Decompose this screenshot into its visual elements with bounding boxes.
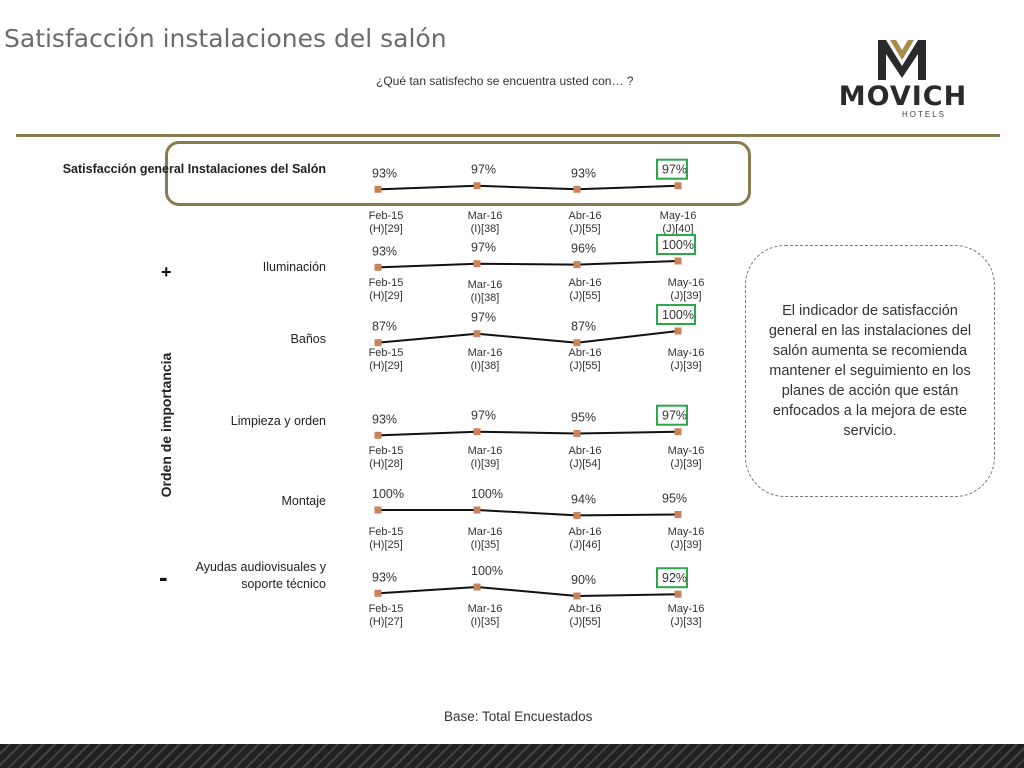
category-tick-label: Mar-16 [467,279,503,291]
data-point [474,507,481,514]
category-tick-label: (J)[46] [569,539,601,551]
data-point [574,593,581,600]
row-label: Baños [290,332,326,346]
series-line [378,261,678,267]
data-label: 92% [662,571,688,586]
data-point [574,261,581,268]
category-tick-label: (J)[40] [662,223,694,235]
data-label: 97% [471,310,497,325]
data-label: 95% [662,491,688,506]
data-label: 100% [662,238,694,252]
category-tick-label: (J)[39] [670,458,702,470]
category-tick-label: May-16 [667,603,705,615]
base-note: Base: Total Encuestados [444,709,593,724]
data-label: 93% [372,570,398,585]
logo-subtitle: HOTELS [901,110,946,119]
data-label: 93% [372,412,398,427]
data-point [375,186,382,193]
data-point [574,339,581,346]
category-tick-label: (J)[39] [670,290,702,302]
data-label: 93% [372,166,398,181]
category-tick-label: (I)[38] [470,223,500,235]
data-point [474,260,481,267]
data-label: 87% [372,319,398,334]
insight-note-text: El indicador de satisfacción general en las instalaciones del salón aumenta se recomienda mantener el seguimiento en los planes de acción que están enfocados a la mejora de este servicio. [768,303,972,439]
data-point [375,339,382,346]
logo-name: MOVICH [838,81,968,112]
category-tick-label: Feb-15 [368,277,404,289]
data-label: 100% [471,564,503,578]
data-label: 93% [571,166,597,181]
row-label: Ayudas audiovisuales y soporte técnico [195,560,326,591]
data-label: 87% [571,319,597,334]
data-point [675,328,682,335]
category-tick-label: (I)[35] [470,616,500,628]
data-label: 95% [571,410,597,425]
category-tick-label: (H)[29] [369,290,403,302]
data-point [474,330,481,337]
category-tick-label: Mar-16 [467,347,503,359]
data-point [574,430,581,437]
data-label: 97% [471,162,497,177]
series-line [378,587,678,596]
row-label: Limpieza y orden [230,414,326,428]
row-label: Iluminación [262,260,326,274]
category-tick-label: (J)[55] [569,290,601,302]
category-tick-label: (H)[28] [369,458,403,470]
data-point [675,591,682,598]
category-tick-label: (J)[33] [670,616,702,628]
category-tick-label: (H)[29] [369,223,403,235]
category-tick-label: (J)[55] [569,616,601,628]
data-label: 97% [471,240,497,255]
insight-note-box [745,245,995,497]
category-tick-label: Feb-15 [368,603,404,615]
category-tick-label: Abr-16 [568,347,602,359]
category-tick-label: (H)[29] [369,360,403,372]
category-tick-label: Mar-16 [467,445,503,457]
data-point [675,511,682,518]
data-label: 100% [372,487,404,501]
row-label: Montaje [281,494,326,508]
data-label: 100% [662,308,694,322]
category-tick-label: (I)[38] [470,360,500,372]
category-tick-label: Abr-16 [568,445,602,457]
category-tick-label: Abr-16 [568,526,602,538]
category-tick-label: Abr-16 [568,210,602,222]
data-point [375,432,382,439]
category-tick-label: Feb-15 [368,526,404,538]
data-label: 93% [372,244,398,259]
data-label: 94% [571,492,597,507]
data-point [675,428,682,435]
data-point [375,264,382,271]
footer-pattern-band [0,744,1024,768]
category-tick-label: May-16 [667,526,705,538]
page-subtitle: ¿Qué tan satisfecho se encuentra usted con… ? [376,74,634,88]
category-tick-label: (I)[35] [470,539,500,551]
series-line [378,432,678,436]
data-point [375,507,382,514]
category-tick-label: Mar-16 [467,210,503,222]
category-tick-label: Feb-15 [368,347,404,359]
data-point [675,258,682,265]
category-tick-label: Abr-16 [568,277,602,289]
category-tick-label: (J)[55] [569,360,601,372]
data-point [574,512,581,519]
category-tick-label: May-16 [659,210,697,222]
category-tick-label: Feb-15 [368,445,404,457]
importance-axis-label: Orden de importancia [158,352,174,498]
category-tick-label: Mar-16 [467,603,503,615]
data-point [574,186,581,193]
data-point [375,590,382,597]
page-title: Satisfacción instalaciones del salón [4,24,447,53]
category-tick-label: May-16 [667,277,705,289]
data-point [474,584,481,591]
series-line [378,186,678,190]
category-tick-label: May-16 [667,445,705,457]
data-point [675,182,682,189]
category-tick-label: (J)[54] [569,458,601,470]
importance-plus-sign: + [161,262,172,282]
data-label: 100% [471,487,503,501]
category-tick-label: Mar-16 [467,526,503,538]
category-tick-label: May-16 [667,347,705,359]
category-tick-label: (I)[39] [470,458,500,470]
series-line [378,510,678,515]
data-label: 97% [662,408,688,423]
importance-minus-sign: - [159,562,168,592]
data-point [474,428,481,435]
category-tick-label: (I)[38] [470,292,500,304]
row-label: Satisfacción general Instalaciones del Salón [62,162,326,176]
category-tick-label: (H)[25] [369,539,403,551]
category-tick-label: (J)[55] [569,223,601,235]
category-tick-label: Abr-16 [568,603,602,615]
category-tick-label: (J)[39] [670,360,702,372]
data-point [474,182,481,189]
data-label: 97% [662,162,688,177]
category-tick-label: (H)[27] [369,616,403,628]
category-tick-label: Feb-15 [368,210,404,222]
data-label: 97% [471,408,497,423]
category-tick-label: (J)[39] [670,539,702,551]
data-label: 90% [571,573,597,587]
data-label: 96% [571,241,597,256]
series-line [378,331,678,343]
